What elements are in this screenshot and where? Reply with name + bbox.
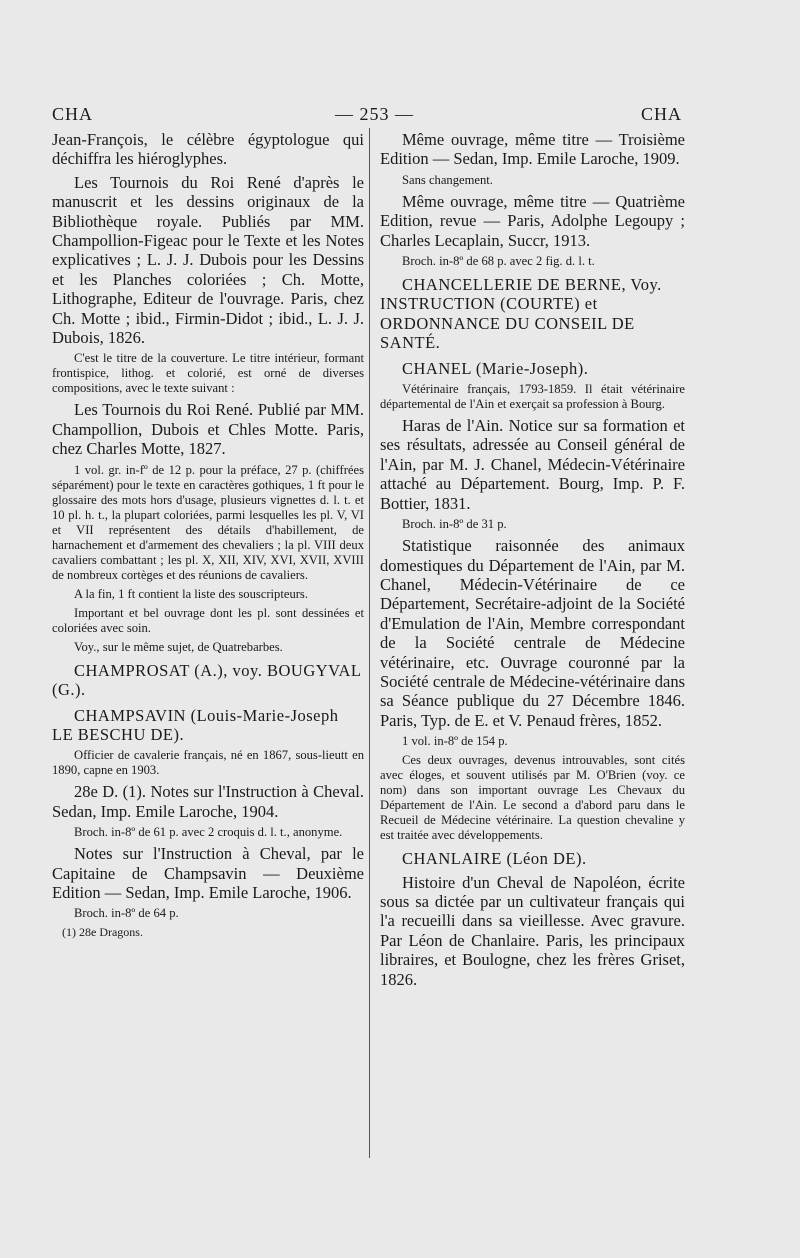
entry-note: 1 vol. in-8º de 154 p. xyxy=(402,734,508,749)
entry-heading: CHANEL (Marie-Joseph). xyxy=(402,358,589,378)
entry-note: Sans changement. xyxy=(402,172,493,187)
column-divider xyxy=(369,128,370,1158)
left-column xyxy=(52,130,364,944)
entry-note: Broch. in-8º de 61 p. avec 2 croquis d. l. t., anonyme. xyxy=(74,825,343,840)
entry-text: Jean-François, le célèbre égyptologue qui déchiffra les hiéroglyphes. xyxy=(52,130,364,169)
entry-note: Important et bel ouvrage dont les pl. sont dessinées et coloriées avec soin. xyxy=(52,605,364,635)
entry-note: C'est le titre de la couverture. Le titre intérieur, formant frontispice, lithog. et colorié, est orné de diverses compositions, avec le texte suivant : xyxy=(52,351,364,396)
footnote: (1) 28e Dragons. xyxy=(62,925,143,940)
entry-note: Broch. in-8º de 31 p. xyxy=(402,517,507,532)
entry-note: Broch. in-8º de 68 p. avec 2 fig. d. l. t. xyxy=(402,254,595,269)
entry-text: Statistique raisonnée des animaux domestiques du Département de l'Ain, par M. Chanel, Médecin-Vétérinaire de ce Département, Secrétaire-adjoint de la Société d'Emulation de l'Ain, Membre correspondant de la Société centrale de Médecine vétérinaire, etc. Ouvrage couronné par la Société centrale de Médecine-vétérinaire dans sa Séance publique du 27 Décembre 1846. Paris, Typ. de E. et V. Penaud frères, 1852. xyxy=(380,536,685,730)
entry-text: Notes sur l'Instruction à Cheval, par le Capitaine de Champsavin — Deuxième Edition — Sedan, Imp. Emile Laroche, 1906. xyxy=(52,844,364,902)
entry-note: Officier de cavalerie français, né en 1867, sous-lieutt en 1890, capne en 1903. xyxy=(52,748,364,778)
entry-heading: CHAMPSAVIN (Louis-Marie-Joseph LE BESCHU DE). xyxy=(52,705,339,744)
entry-text: Les Tournois du Roi René d'après le manuscrit et les dessins originaux de la Bibliothèque royale. Publiés par MM. Champollion-Figeac pour le Texte et les Notes explicatives ; L. J. J. Dubois pour les Dessins et les Planches coloriées ; Ch. Motte, Lithographe, Editeur de l'ouvrage. Paris, chez Ch. Motte ; ibid., Firmin-Didot ; ibid., L. J. J. Dubois, 1826. xyxy=(52,172,364,348)
entry-note: 1 vol. gr. in-fº de 12 p. pour la préface, 27 p. (chiffrées séparément) pour le texte en caractères gothiques, 1 ft pour le glossaire des mots hors d'usage, plusieurs vignettes d. l. t. et 10 pl. h. t., la plupart coloriées, parmi lesquelles les pl. V, VI et VII représentent des détails d'habillement, de harnachement et d'armement des chevaliers ; la pl. VIII deux cavaliers combattant ; les pl. X, XII, XIV, XVI, XVII, XVIII de nombreux cortèges et des réunions de cavaliers. xyxy=(52,462,364,582)
entry-heading: CHAMPROSAT (A.), voy. BOUGYVAL (G.). xyxy=(52,660,361,700)
entry-text: Même ouvrage, même titre — Quatrième Edition, revue — Paris, Adolphe Legoupy ; Charles Lecaplain, Succr, 1913. xyxy=(380,191,685,250)
entry-text: Même ouvrage, même titre — Troisième Edition — Sedan, Imp. Emile Laroche, 1909. xyxy=(380,130,685,169)
entry-text: Haras de l'Ain. Notice sur sa formation et ses résultats, adressée au Conseil général de l'Ain, par M. J. Chanel, Médecin-Vétérinaire attaché au Département. Bourg, Imp. P. F. Bottier, 1831. xyxy=(380,416,685,513)
page-number: — 253 — xyxy=(335,104,414,124)
entry-text: Les Tournois du Roi René. Publié par MM. Champollion, Dubois et Chles Motte. Paris, chez Charles Motte, 1827. xyxy=(52,400,364,459)
entry-note: Ces deux ouvrages, devenus introuvables, sont cités avec éloges, et souvent utilisés par M. O'Brien (voy. ce nom) dans son important ouvrage Les Chevaux du Département de l'Ain. Le second a d'abord paru dans le Recueil de Médecine vétérinaire. La question chevaline y est traitée avec développements. xyxy=(380,753,685,843)
entry-note: Vétérinaire français, 1793-1859. Il était vétérinaire départemental de l'Ain et exerçait sa profession à Bourg. xyxy=(380,382,685,412)
entry-note: Broch. in-8º de 64 p. xyxy=(74,906,179,921)
running-head-right: CHA xyxy=(640,104,682,124)
right-column xyxy=(380,130,685,993)
entry-text: 28e D. (1). Notes sur l'Instruction à Cheval. Sedan, Imp. Emile Laroche, 1904. xyxy=(52,782,364,821)
entry-note: Voy., sur le même sujet, de Quatrebarbes. xyxy=(74,639,283,654)
entry-text: Histoire d'un Cheval de Napoléon, écrite sous sa dictée par un cultivateur français qui l'a recueilli dans sa vieillesse. Avec gravure. Par Léon de Chanlaire. Paris, les principaux libraires, et Boulogne, chez les frères Griset, 1826. xyxy=(380,872,685,989)
entry-note: A la fin, 1 ft contient la liste des souscripteurs. xyxy=(74,586,308,601)
entry-heading: CHANCELLERIE DE BERNE, Voy. INSTRUCTION (COURTE) et ORDONNANCE DU CONSEIL DE SANTÉ. xyxy=(380,275,662,353)
running-head-left: CHA xyxy=(52,104,94,124)
entry-heading: CHANLAIRE (Léon DE). xyxy=(402,849,587,869)
